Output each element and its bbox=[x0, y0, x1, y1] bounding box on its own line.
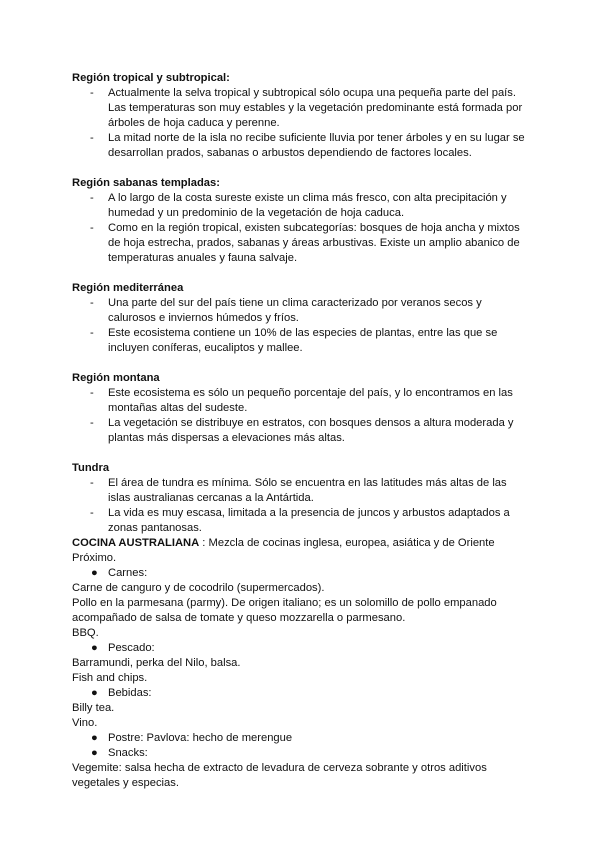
cocina-section bbox=[72, 536, 532, 791]
list-item: - La vegetación se distribuye en estratos, con bosques densos a altura moderada y plantas más dispersas a elevaciones más altas. bbox=[72, 416, 532, 446]
bullet-label: Snacks: bbox=[108, 747, 148, 759]
document-body bbox=[72, 71, 532, 791]
bullet-dot-icon: ● bbox=[91, 747, 98, 759]
list-item: - Una parte del sur del país tiene un clima caracterizado por veranos secos y calurosos e inviernos húmedos y fríos. bbox=[72, 296, 532, 326]
bebidas-line: Billy tea. bbox=[72, 702, 115, 714]
region-bullet-list bbox=[72, 191, 532, 266]
region-heading: Región mediterránea bbox=[72, 282, 184, 294]
snacks-bullet bbox=[72, 746, 532, 761]
region-heading: Región tropical y subtropical: bbox=[72, 72, 230, 84]
bullet-label: Bebidas: bbox=[108, 687, 152, 699]
postre-bullet bbox=[72, 731, 532, 746]
bullet-dot-icon: ● bbox=[91, 567, 98, 579]
bullet-dot-icon: ● bbox=[91, 687, 98, 699]
region-montana-section bbox=[72, 371, 532, 446]
list-item: - Como en la región tropical, existen subcategorías: bosques de hoja ancha y mixtos de hoja estrecha, prados, sabanas y áreas arbustivas. Existe un amplio abanico de temperaturas anuales y fauna salvaje. bbox=[72, 221, 532, 266]
region-tropical-section bbox=[72, 71, 532, 161]
region-heading: Región sabanas templadas: bbox=[72, 177, 220, 189]
carnes-line: Pollo en la parmesana (parmy). De origen italiano; es un solomillo de pollo empanado acompañado de salsa de tomate y queso mozzarella o parmesano. bbox=[72, 597, 497, 624]
bebidas-line: Vino. bbox=[72, 717, 98, 729]
region-bullet-list bbox=[72, 476, 532, 536]
bullet-label: Carnes: bbox=[108, 567, 148, 579]
pescado-bullet bbox=[72, 641, 532, 656]
region-tundra-section bbox=[72, 461, 532, 536]
list-item: - A lo largo de la costa sureste existe un clima más fresco, con alta precipitación y humedad y un predominio de la vegetación de hoja caduca. bbox=[72, 191, 532, 221]
pescado-line: Barramundi, perka del Nilo, balsa. bbox=[72, 657, 241, 669]
carnes-line: BBQ. bbox=[72, 627, 99, 639]
region-heading: Región montana bbox=[72, 372, 160, 384]
pescado-line: Fish and chips. bbox=[72, 672, 148, 684]
region-mediterranea-section bbox=[72, 281, 532, 356]
bullet-dot-icon: ● bbox=[91, 642, 98, 654]
region-bullet-list bbox=[72, 296, 532, 356]
bullet-dot-icon: ● bbox=[91, 732, 98, 744]
region-heading: Tundra bbox=[72, 462, 110, 474]
region-bullet-list bbox=[72, 386, 532, 446]
carnes-line: Carne de canguro y de cocodrilo (supermercados). bbox=[72, 582, 325, 594]
list-item: - Actualmente la selva tropical y subtropical sólo ocupa una pequeña parte del país. Las temperaturas son muy estables y la vegetación predominante está formada por árboles de hoja caduca y perenne. bbox=[72, 86, 532, 131]
bullet-label: Postre: Pavlova: hecho de merengue bbox=[108, 732, 293, 744]
list-item: - Este ecosistema contiene un 10% de las especies de plantas, entre las que se incluyen coníferas, eucaliptos y mallee. bbox=[72, 326, 532, 356]
bebidas-bullet bbox=[72, 686, 532, 701]
list-item: - La vida es muy escasa, limitada a la presencia de juncos y arbustos adaptados a zonas pantanosas. bbox=[72, 506, 532, 536]
list-item: - Este ecosistema es sólo un pequeño porcentaje del país, y lo encontramos en las montañas altas del sudeste. bbox=[72, 386, 532, 416]
region-bullet-list bbox=[72, 86, 532, 161]
list-item: - La mitad norte de la isla no recibe suficiente lluvia por tener árboles y en su lugar se desarrollan prados, sabanas o arbustos dependiendo de factores locales. bbox=[72, 131, 532, 161]
bullet-label: Pescado: bbox=[108, 642, 155, 654]
region-sabanas-section bbox=[72, 176, 532, 266]
list-item: - El área de tundra es mínima. Sólo se encuentra en las latitudes más altas de las islas australianas cercanas a la Antártida. bbox=[72, 476, 532, 506]
cocina-intro bbox=[72, 536, 532, 566]
snacks-line: Vegemite: salsa hecha de extracto de levadura de cerveza sobrante y otros aditivos vegetales y especias. bbox=[72, 762, 487, 789]
carnes-bullet bbox=[72, 566, 532, 581]
cocina-title: COCINA AUSTRALIANA bbox=[72, 537, 200, 549]
cocina-intro-text: : Mezcla de cocinas inglesa, europea, asiática y de Oriente Próximo. bbox=[72, 537, 495, 564]
